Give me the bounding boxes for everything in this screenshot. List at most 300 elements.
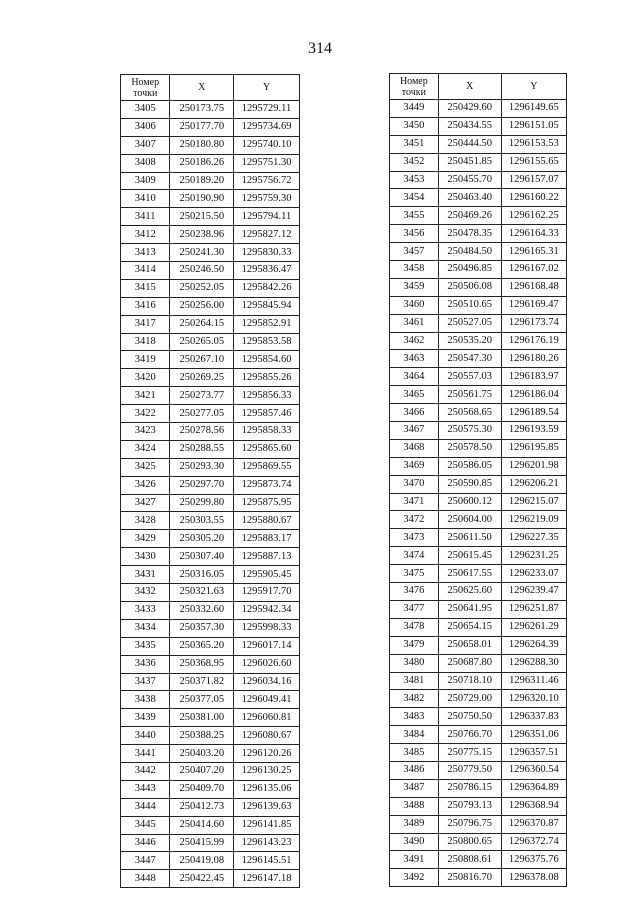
point-number-cell: 3443 [121,780,170,798]
point-number-cell: 3491 [390,851,439,869]
y-cell: 1295853.58 [234,333,300,351]
table-row [390,207,567,225]
y-cell: 1296368.94 [501,797,566,815]
y-cell: 1296195.85 [501,439,566,457]
y-cell: 1295845.94 [234,297,300,315]
x-cell: 250412.73 [170,798,234,816]
table-row [121,262,300,280]
y-cell: 1296135.06 [234,780,300,798]
x-cell: 250241.30 [170,244,234,262]
x-cell: 250786.15 [438,779,501,797]
table-header-row [121,75,300,101]
point-number-cell: 3452 [390,153,439,171]
x-cell: 250371.82 [170,673,234,691]
y-cell: 1296145.51 [234,852,300,870]
x-cell: 250277.05 [170,405,234,423]
y-cell: 1295875.95 [234,494,300,512]
table-row [390,153,567,171]
x-cell: 250415.99 [170,834,234,852]
y-cell: 1296141.85 [234,816,300,834]
x-cell: 250750.50 [438,708,501,726]
point-number-cell: 3413 [121,244,170,262]
point-number-cell: 3470 [390,475,439,493]
point-number-cell: 3472 [390,511,439,529]
point-number-cell: 3476 [390,583,439,601]
x-cell: 250180.80 [170,136,234,154]
y-cell: 1296360.54 [501,761,566,779]
table-row [390,851,567,869]
point-number-cell: 3481 [390,672,439,690]
y-cell: 1295857.46 [234,405,300,423]
point-number-cell: 3460 [390,296,439,314]
point-number-cell: 3488 [390,797,439,815]
table-row [390,493,567,511]
point-number-cell: 3435 [121,637,170,655]
table-row [390,225,567,243]
table-header-row [390,74,567,100]
table-row [390,583,567,601]
x-cell: 250496.85 [438,261,501,279]
x-cell: 250215.50 [170,208,234,226]
point-number-cell: 3425 [121,458,170,476]
table-row [390,690,567,708]
table-row [390,708,567,726]
table-row [121,512,300,530]
x-cell: 250718.10 [438,672,501,690]
x-cell: 250729.00 [438,690,501,708]
y-cell: 1296139.63 [234,798,300,816]
x-cell: 250377.05 [170,691,234,709]
y-cell: 1295854.60 [234,351,300,369]
y-cell: 1296176.19 [501,332,566,350]
x-cell: 250419.08 [170,852,234,870]
y-cell: 1295734.69 [234,118,300,136]
table-row [121,566,300,584]
x-cell: 250429.60 [438,100,501,118]
point-number-cell: 3474 [390,547,439,565]
x-cell: 250687.80 [438,654,501,672]
point-number-cell: 3417 [121,315,170,333]
table-row [121,315,300,333]
point-number-cell: 3451 [390,135,439,153]
y-cell: 1296180.26 [501,350,566,368]
point-number-cell: 3475 [390,565,439,583]
table-row [121,852,300,870]
y-cell: 1296251.87 [501,600,566,618]
table-row [390,654,567,672]
y-cell: 1296378.08 [501,869,566,887]
point-number-cell: 3457 [390,243,439,261]
point-number-cell: 3423 [121,423,170,441]
x-cell: 250600.12 [438,493,501,511]
x-cell: 250299.80 [170,494,234,512]
point-number-cell: 3479 [390,636,439,654]
table-row [390,600,567,618]
y-cell: 1295836.47 [234,262,300,280]
x-cell: 250561.75 [438,386,501,404]
x-cell: 250527.05 [438,314,501,332]
header-x: X [438,74,501,100]
table-row [121,601,300,619]
x-cell: 250766.70 [438,726,501,744]
point-number-cell: 3466 [390,404,439,422]
table-row [390,117,567,135]
table-row [121,423,300,441]
table-row [121,798,300,816]
x-cell: 250444.50 [438,135,501,153]
table-row [390,565,567,583]
point-number-cell: 3439 [121,709,170,727]
y-cell: 1296311.46 [501,672,566,690]
table-row [121,190,300,208]
point-number-cell: 3464 [390,368,439,386]
point-number-cell: 3473 [390,529,439,547]
y-cell: 1296201.98 [501,457,566,475]
y-cell: 1296168.48 [501,278,566,296]
x-cell: 250547.30 [438,350,501,368]
y-cell: 1295905.45 [234,566,300,584]
table-row [390,547,567,565]
x-cell: 250288.55 [170,440,234,458]
table-row [121,727,300,745]
table-row [390,779,567,797]
table-row [390,672,567,690]
y-cell: 1296157.07 [501,171,566,189]
y-cell: 1296189.54 [501,404,566,422]
point-number-cell: 3447 [121,852,170,870]
table-row [390,100,567,118]
y-cell: 1296206.21 [501,475,566,493]
table-row [121,691,300,709]
y-cell: 1295869.55 [234,458,300,476]
point-number-cell: 3455 [390,207,439,225]
table-row [390,422,567,440]
coordinates-table-left [120,74,300,888]
table-row [390,296,567,314]
point-number-cell: 3492 [390,869,439,887]
table-row [390,815,567,833]
x-cell: 250535.20 [438,332,501,350]
x-cell: 250611.50 [438,529,501,547]
table-row [121,745,300,763]
y-cell: 1296370.87 [501,815,566,833]
x-cell: 250316.05 [170,566,234,584]
y-cell: 1295998.33 [234,619,300,637]
x-cell: 250267.10 [170,351,234,369]
y-cell: 1296215.07 [501,493,566,511]
x-cell: 250409.70 [170,780,234,798]
y-cell: 1296155.65 [501,153,566,171]
point-number-cell: 3477 [390,600,439,618]
point-number-cell: 3437 [121,673,170,691]
table-row [121,405,300,423]
point-number-cell: 3459 [390,278,439,296]
point-number-cell: 3441 [121,745,170,763]
point-number-cell: 3482 [390,690,439,708]
table-row [121,655,300,673]
table-body [390,100,567,887]
x-cell: 250321.63 [170,584,234,602]
x-cell: 250186.26 [170,154,234,172]
x-cell: 250177.70 [170,118,234,136]
table-row [390,332,567,350]
x-cell: 250641.95 [438,600,501,618]
y-cell: 1296288.30 [501,654,566,672]
point-number-cell: 3412 [121,226,170,244]
point-number-cell: 3490 [390,833,439,851]
y-cell: 1296239.47 [501,583,566,601]
x-cell: 250775.15 [438,744,501,762]
table-row [121,709,300,727]
page-number: 314 [308,40,332,57]
y-cell: 1295880.67 [234,512,300,530]
y-cell: 1296173.74 [501,314,566,332]
y-cell: 1296193.59 [501,422,566,440]
point-number-cell: 3438 [121,691,170,709]
y-cell: 1295729.11 [234,101,300,119]
point-number-cell: 3422 [121,405,170,423]
x-cell: 250403.20 [170,745,234,763]
x-cell: 250293.30 [170,458,234,476]
point-number-cell: 3445 [121,816,170,834]
y-cell: 1296364.89 [501,779,566,797]
y-cell: 1296165.31 [501,243,566,261]
x-cell: 250238.96 [170,226,234,244]
x-cell: 250357.30 [170,619,234,637]
x-cell: 250189.20 [170,172,234,190]
y-cell: 1296375.76 [501,851,566,869]
point-number-cell: 3486 [390,761,439,779]
y-cell: 1296233.07 [501,565,566,583]
point-number-cell: 3410 [121,190,170,208]
x-cell: 250816.70 [438,869,501,887]
x-cell: 250625.60 [438,583,501,601]
y-cell: 1296164.33 [501,225,566,243]
table-row [121,637,300,655]
point-number-cell: 3461 [390,314,439,332]
table-row [121,870,300,888]
table-row [121,387,300,405]
table-row [121,118,300,136]
y-cell: 1296034.16 [234,673,300,691]
y-cell: 1296151.05 [501,117,566,135]
point-number-cell: 3405 [121,101,170,119]
x-cell: 250604.00 [438,511,501,529]
y-cell: 1295756.72 [234,172,300,190]
y-cell: 1296320.10 [501,690,566,708]
table-row [121,172,300,190]
y-cell: 1296357.51 [501,744,566,762]
table-row [390,744,567,762]
table-row [121,369,300,387]
y-cell: 1295852.91 [234,315,300,333]
point-number-cell: 3442 [121,762,170,780]
x-cell: 250469.26 [438,207,501,225]
x-cell: 250463.40 [438,189,501,207]
x-cell: 250590.85 [438,475,501,493]
y-cell: 1295751.30 [234,154,300,172]
x-cell: 250434.55 [438,117,501,135]
header-point-number [390,74,439,100]
x-cell: 250307.40 [170,548,234,566]
header-point-number-label: Номер точки [131,76,160,99]
point-number-cell: 3416 [121,297,170,315]
x-cell: 250654.15 [438,618,501,636]
x-cell: 250303.55 [170,512,234,530]
x-cell: 250368.95 [170,655,234,673]
y-cell: 1296162.25 [501,207,566,225]
point-number-cell: 3462 [390,332,439,350]
x-cell: 250455.70 [438,171,501,189]
point-number-cell: 3446 [121,834,170,852]
table-row [121,458,300,476]
point-number-cell: 3458 [390,261,439,279]
x-cell: 250305.20 [170,530,234,548]
y-cell: 1296231.25 [501,547,566,565]
x-cell: 250586.05 [438,457,501,475]
table-row [390,386,567,404]
point-number-cell: 3485 [390,744,439,762]
point-number-cell: 3463 [390,350,439,368]
x-cell: 250451.85 [438,153,501,171]
point-number-cell: 3408 [121,154,170,172]
point-number-cell: 3414 [121,262,170,280]
point-number-cell: 3428 [121,512,170,530]
x-cell: 250332.60 [170,601,234,619]
point-number-cell: 3420 [121,369,170,387]
table-row [121,101,300,119]
y-cell: 1295942.34 [234,601,300,619]
point-number-cell: 3487 [390,779,439,797]
table-row [390,833,567,851]
y-cell: 1295883.17 [234,530,300,548]
x-cell: 250381.00 [170,709,234,727]
point-number-cell: 3453 [390,171,439,189]
table-row [390,350,567,368]
y-cell: 1296264.39 [501,636,566,654]
x-cell: 250365.20 [170,637,234,655]
table-row [121,440,300,458]
point-number-cell: 3436 [121,655,170,673]
y-cell: 1296183.97 [501,368,566,386]
y-cell: 1296219.09 [501,511,566,529]
y-cell: 1296261.29 [501,618,566,636]
table-row [121,584,300,602]
x-cell: 250808.61 [438,851,501,869]
y-cell: 1296049.41 [234,691,300,709]
y-cell: 1295856.33 [234,387,300,405]
table-row [390,171,567,189]
y-cell: 1296026.60 [234,655,300,673]
x-cell: 250173.75 [170,101,234,119]
point-number-cell: 3406 [121,118,170,136]
x-cell: 250568.65 [438,404,501,422]
point-number-cell: 3469 [390,457,439,475]
x-cell: 250278.56 [170,423,234,441]
header-point-number-label: Номер точки [399,75,428,98]
x-cell: 250484.50 [438,243,501,261]
table-row [121,548,300,566]
point-number-cell: 3431 [121,566,170,584]
x-cell: 250269.25 [170,369,234,387]
x-cell: 250575.30 [438,422,501,440]
point-number-cell: 3427 [121,494,170,512]
x-cell: 250256.00 [170,297,234,315]
y-cell: 1295873.74 [234,476,300,494]
table-row [390,618,567,636]
header-point-number [121,75,170,101]
y-cell: 1295865.60 [234,440,300,458]
x-cell: 250615.45 [438,547,501,565]
y-cell: 1296227.35 [501,529,566,547]
table-row [390,511,567,529]
y-cell: 1296060.81 [234,709,300,727]
point-number-cell: 3444 [121,798,170,816]
table-row [121,476,300,494]
point-number-cell: 3433 [121,601,170,619]
point-number-cell: 3483 [390,708,439,726]
y-cell: 1295740.10 [234,136,300,154]
point-number-cell: 3484 [390,726,439,744]
point-number-cell: 3421 [121,387,170,405]
point-number-cell: 3411 [121,208,170,226]
point-number-cell: 3454 [390,189,439,207]
y-cell: 1296167.02 [501,261,566,279]
table-row [390,404,567,422]
table-row [121,279,300,297]
table-row [390,314,567,332]
point-number-cell: 3407 [121,136,170,154]
point-number-cell: 3424 [121,440,170,458]
x-cell: 250478.35 [438,225,501,243]
y-cell: 1295858.33 [234,423,300,441]
table-row [390,135,567,153]
table-row [390,529,567,547]
x-cell: 250252.05 [170,279,234,297]
point-number-cell: 3468 [390,439,439,457]
y-cell: 1296337.83 [501,708,566,726]
table-row [390,761,567,779]
header-x: X [170,75,234,101]
y-cell: 1296130.25 [234,762,300,780]
point-number-cell: 3471 [390,493,439,511]
table-row [390,243,567,261]
point-number-cell: 3480 [390,654,439,672]
point-number-cell: 3448 [121,870,170,888]
table-row [121,297,300,315]
y-cell: 1295827.12 [234,226,300,244]
table-row [390,797,567,815]
x-cell: 250779.50 [438,761,501,779]
point-number-cell: 3432 [121,584,170,602]
table-row [390,368,567,386]
coordinates-table-right [389,73,567,887]
point-number-cell: 3456 [390,225,439,243]
x-cell: 250414.60 [170,816,234,834]
y-cell: 1295830.33 [234,244,300,262]
point-number-cell: 3467 [390,422,439,440]
x-cell: 250796.75 [438,815,501,833]
point-number-cell: 3409 [121,172,170,190]
y-cell: 1296017.14 [234,637,300,655]
y-cell: 1296120.26 [234,745,300,763]
table-row [390,261,567,279]
x-cell: 250190.90 [170,190,234,208]
y-cell: 1296351.06 [501,726,566,744]
table-row [121,834,300,852]
table-row [121,530,300,548]
table-row [390,457,567,475]
